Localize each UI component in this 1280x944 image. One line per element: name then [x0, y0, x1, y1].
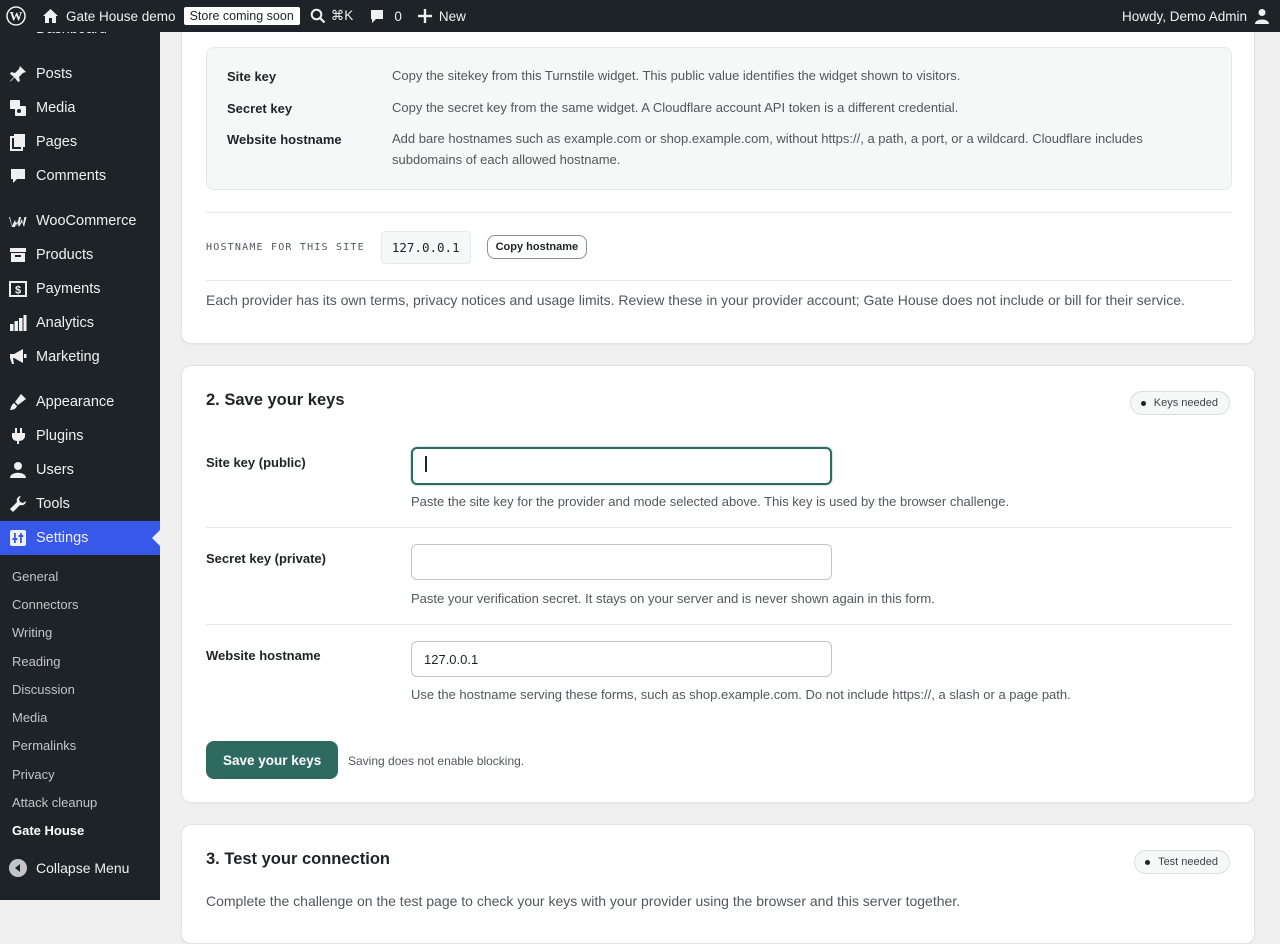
info-label: Secret key: [227, 101, 293, 116]
badge-label: Test needed: [1158, 856, 1218, 868]
new-label: New: [438, 8, 466, 24]
media-icon: [9, 99, 27, 117]
menu-item-users[interactable]: [0, 453, 160, 487]
bar-chart-icon: [9, 314, 27, 332]
hostname-field-label: Website hostname: [206, 648, 321, 663]
submenu-item-reading[interactable]: Reading: [12, 653, 61, 669]
status-badge: [1134, 850, 1230, 874]
info-text: Add bare hostnames such as example.com or shop.example.com, without https://, a path, a port, or a wildcard. Cloudflare includes subdomains of each allowed hostname.: [392, 131, 1143, 167]
settings-submenu: [0, 555, 160, 851]
comment-icon: [369, 8, 385, 24]
submenu-item-gate-house[interactable]: Gate House: [12, 823, 85, 839]
search-icon: [310, 8, 326, 24]
menu-item-woocommerce[interactable]: [0, 204, 160, 238]
wordpress-logo-icon[interactable]: [0, 0, 34, 32]
divider: [206, 280, 1232, 281]
divider: [206, 527, 1232, 528]
svg-text:W: W: [9, 8, 23, 24]
divider: [206, 212, 1232, 213]
collapse-label: Collapse Menu: [36, 859, 130, 876]
user-avatar-icon: [1254, 8, 1270, 24]
menu-label: Appearance: [36, 394, 115, 410]
hostname-value: 127.0.0.1: [381, 231, 471, 264]
menu-item-comments[interactable]: [0, 159, 160, 193]
submenu-item-writing[interactable]: Writing: [12, 625, 53, 641]
save-keys-card: [181, 365, 1255, 803]
menu-label: Comments: [36, 168, 107, 184]
text-caret: [425, 456, 427, 472]
settings-icon: [9, 529, 27, 547]
svg-text:$: $: [14, 284, 22, 297]
copy-hostname-button[interactable]: Copy hostname: [487, 235, 588, 259]
menu-label: Settings: [36, 530, 89, 546]
plugin-icon: [9, 427, 27, 445]
provider-terms-text: Each provider has its own terms, privacy notices and usage limits. Review these in your provider account; Gate House does not include or bill for their service.: [206, 292, 1185, 308]
provider-setup-card: [181, 0, 1255, 344]
plus-icon: [418, 9, 432, 23]
site-key-label: Site key (public): [206, 455, 306, 470]
card-title: 2. Save your keys: [206, 391, 345, 409]
hostname-label: HOSTNAME FOR THIS SITE: [206, 241, 365, 253]
menu-item-settings[interactable]: [0, 521, 160, 555]
info-text: Copy the secret key from the same widget. A Cloudflare account API token is a different credential.: [392, 100, 959, 115]
store-status-badge[interactable]: Store coming soon: [184, 7, 300, 25]
menu-item-pages[interactable]: [0, 125, 160, 159]
submenu-item-attack-cleanup[interactable]: Attack cleanup: [12, 795, 98, 811]
menu-item-analytics[interactable]: [0, 306, 160, 340]
menu-label: WooCommerce: [36, 213, 137, 229]
admin-bar: [0, 0, 1280, 32]
secret-key-help: Paste your verification secret. It stays on your server and is never shown again in this form.: [411, 591, 935, 606]
save-keys-button[interactable]: Save your keys: [206, 741, 338, 779]
status-dot-icon: [1145, 860, 1150, 865]
pages-icon: [9, 133, 27, 151]
site-key-wrapper: [411, 447, 832, 485]
secret-key-label: Secret key (private): [206, 551, 326, 566]
test-connection-card: [181, 824, 1255, 944]
info-label: Site key: [227, 69, 277, 84]
comment-icon: [9, 167, 27, 185]
menu-label: Tools: [36, 496, 70, 512]
greeting: Howdy, Demo Admin: [1121, 8, 1247, 24]
home-icon: [42, 8, 59, 24]
site-name: Gate House demo: [66, 8, 176, 24]
submenu-item-connectors[interactable]: Connectors: [12, 596, 79, 612]
search-shortcut: ⌘K: [330, 8, 354, 23]
menu-item-plugins[interactable]: [0, 419, 160, 453]
submenu-item-media[interactable]: Media: [12, 710, 48, 726]
woo-icon: [9, 212, 27, 230]
status-badge: [1130, 391, 1230, 415]
comments-count: 0: [394, 8, 402, 24]
wrench-icon: [9, 495, 27, 513]
menu-label: Media: [36, 100, 76, 116]
credentials-info-box: [206, 47, 1232, 190]
menu-label: Products: [36, 247, 94, 263]
pin-icon: [9, 65, 27, 83]
admin-sidebar: [0, 32, 160, 900]
archive-icon: [9, 246, 27, 264]
menu-label: Posts: [36, 66, 73, 82]
submenu-item-permalinks[interactable]: Permalinks: [12, 738, 77, 754]
collapse-menu-button[interactable]: [0, 851, 160, 885]
menu-item-marketing[interactable]: [0, 340, 160, 374]
menu-item-posts[interactable]: [0, 57, 160, 91]
test-description: Complete the challenge on the test page to check your keys with your provider using the browser and this server together.: [206, 893, 961, 909]
menu-item-payments[interactable]: [0, 272, 160, 306]
collapse-arrow-icon: [9, 859, 27, 877]
menu-label: Marketing: [36, 349, 100, 365]
info-label: Website hostname: [227, 132, 342, 147]
comments-link[interactable]: [361, 0, 410, 32]
site-name-link[interactable]: [34, 0, 184, 32]
status-dot-icon: [1141, 401, 1146, 406]
main-content: [160, 32, 1280, 909]
submenu-item-discussion[interactable]: Discussion: [12, 681, 75, 697]
menu-label: Pages: [36, 134, 78, 150]
menu-label: Payments: [36, 281, 101, 297]
card-title: 3. Test your connection: [206, 850, 390, 868]
menu-item-appearance[interactable]: [0, 385, 160, 419]
menu-item-products[interactable]: [0, 238, 160, 272]
brush-icon: [9, 393, 27, 411]
account-menu[interactable]: [1114, 0, 1280, 32]
info-text: Copy the sitekey from this Turnstile widget. This public value identifies the widget shown to visitors.: [392, 68, 961, 83]
megaphone-icon: [9, 348, 27, 366]
site-key-help: Paste the site key for the provider and mode selected above. This key is used by the browser challenge.: [411, 494, 1010, 509]
badge-label: Keys needed: [1153, 397, 1218, 409]
menu-item-media[interactable]: [0, 91, 160, 125]
hostname-row: [206, 230, 587, 264]
submenu-item-general[interactable]: General: [12, 568, 59, 584]
menu-item-tools[interactable]: [0, 487, 160, 521]
dollar-icon: [9, 280, 27, 298]
user-icon: [9, 461, 27, 479]
new-content-link[interactable]: [410, 0, 474, 32]
menu-label: Analytics: [36, 315, 95, 331]
submenu-item-privacy[interactable]: Privacy: [12, 766, 55, 782]
menu-label: Plugins: [36, 428, 84, 444]
menu-label: Users: [36, 462, 74, 478]
hostname-help: Use the hostname serving these forms, such as shop.example.com. Do not include https://, a slash or a page path.: [411, 687, 1071, 702]
secret-key-input[interactable]: [411, 544, 832, 580]
hostname-input[interactable]: [411, 641, 832, 677]
site-key-input[interactable]: [411, 447, 832, 485]
divider: [206, 624, 1232, 625]
save-note: Saving does not enable blocking.: [348, 754, 525, 768]
command-palette-button[interactable]: [302, 0, 362, 32]
